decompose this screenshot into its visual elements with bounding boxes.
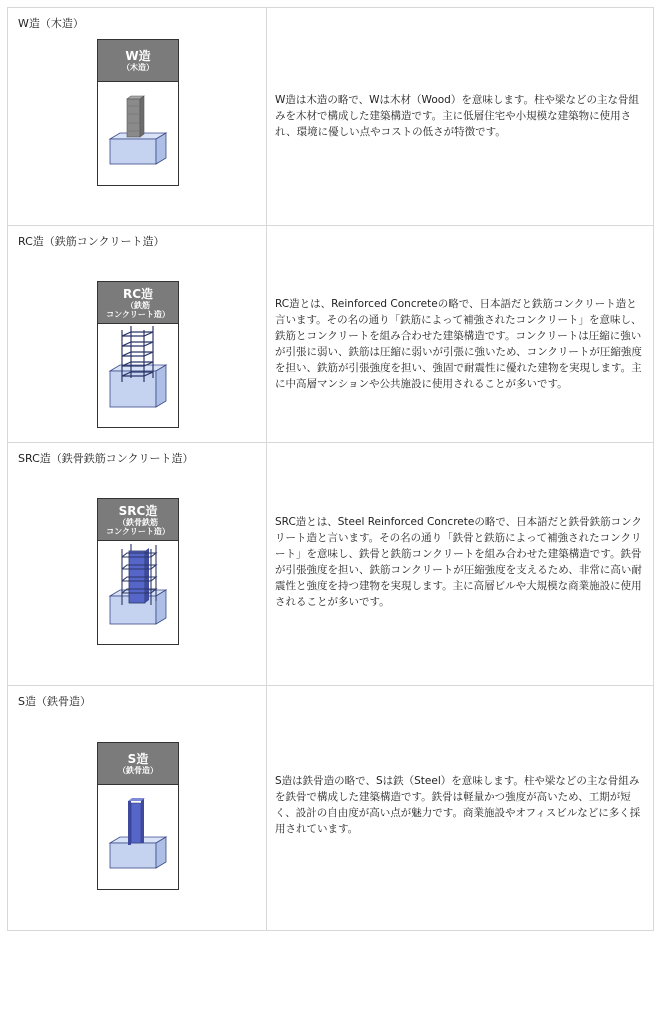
table-row	[8, 686, 654, 931]
card-header-sub: コンクリート造）	[106, 526, 170, 536]
card-header-sub: （鉄骨鉄筋	[118, 517, 158, 527]
label-cell	[8, 443, 267, 686]
table-row	[8, 226, 654, 443]
card-header	[98, 282, 178, 324]
card-header	[98, 743, 178, 785]
card-header-main: RC造	[122, 286, 154, 301]
card-header-sub: コンクリート造）	[106, 309, 170, 319]
description-cell	[267, 443, 654, 686]
structure-title: S造（鉄骨造）	[18, 695, 91, 708]
card-header-main: W造	[125, 49, 151, 63]
card-body	[98, 785, 178, 889]
card-header-sub: （木造）	[122, 63, 154, 72]
table-row	[8, 8, 654, 226]
label-cell	[8, 686, 267, 931]
structure-title: RC造（鉄筋コンクリート造）	[18, 235, 165, 248]
structure-description: SRC造とは、Steel Reinforced Concreteの略で、日本語だと鉄骨鉄筋コンクリート造と言います。その名の通り「鉄骨と鉄筋によって補強されたコンクリート」を意味し、鉄骨と鉄筋コンクリートを組み合わせた建築構造です。鉄骨が引張強度を担い、鉄筋コンクリートが圧縮強度を支えるため、非常に高い耐震性と強度を持つ建物を実現します。主に高層ビルや大規模な商業施設に使用されることが多いです。	[275, 516, 642, 608]
structure-illustration-card	[97, 742, 179, 890]
card-header	[98, 499, 178, 541]
card-body	[98, 324, 178, 427]
steel-beam-illustration	[98, 785, 178, 889]
structure-table	[7, 7, 654, 931]
structure-illustration-card	[97, 498, 179, 645]
label-cell	[8, 226, 267, 443]
rebar-cage-illustration	[98, 324, 178, 427]
structure-description: S造は鉄骨造の略で、Sは鉄（Steel）を意味します。柱や梁などの主な骨組みを鉄骨で構成した建築構造です。鉄骨は軽量かつ強度が高いため、工期が短く、設計の自由度が高い点が魅力です。商業施設やオフィスビルなどに多く採用されています。	[275, 775, 641, 835]
card-header-main: S造	[127, 752, 149, 766]
wood-column-illustration	[98, 82, 178, 185]
structure-description: W造は木造の略で、Wは木材（Wood）を意味します。柱や梁などの主な骨組みを木材で構成した建築構造です。主に低層住宅や小規模な建築物に使用され、環境に優しい点やコストの低さが特徴です。	[275, 94, 639, 138]
card-body	[98, 82, 178, 185]
description-cell	[267, 686, 654, 931]
structure-description: RC造とは、Reinforced Concreteの略で、日本語だと鉄筋コンクリート造と言います。その名の通り「鉄筋によって補強されたコンクリート」を意味し、鉄筋とコンクリートを組み合わせた建築構造です。コンクリートは圧縮に強いが引張に弱い、鉄筋は圧縮に弱いが引張に強いため、コンクリートが圧縮強度を担い、鉄筋が引張強度を担い、強固で耐震性に優れた建物を実現します。主に中高層マンションや公共施設に使用されることが多いです。	[275, 298, 642, 390]
table-row	[8, 443, 654, 686]
card-header-sub: （鉄筋	[126, 300, 150, 310]
card-body	[98, 541, 178, 644]
card-header-main: SRC造	[118, 503, 158, 518]
label-cell	[8, 8, 267, 226]
card-header	[98, 40, 178, 82]
description-cell	[267, 226, 654, 443]
description-cell	[267, 8, 654, 226]
card-header-sub: （鉄骨造）	[118, 766, 158, 775]
structure-illustration-card	[97, 281, 179, 428]
structure-title: W造（木造）	[18, 17, 84, 30]
structure-illustration-card	[97, 39, 179, 186]
steel-rebar-illustration	[98, 541, 178, 644]
structure-title: SRC造（鉄骨鉄筋コンクリート造）	[18, 452, 194, 465]
